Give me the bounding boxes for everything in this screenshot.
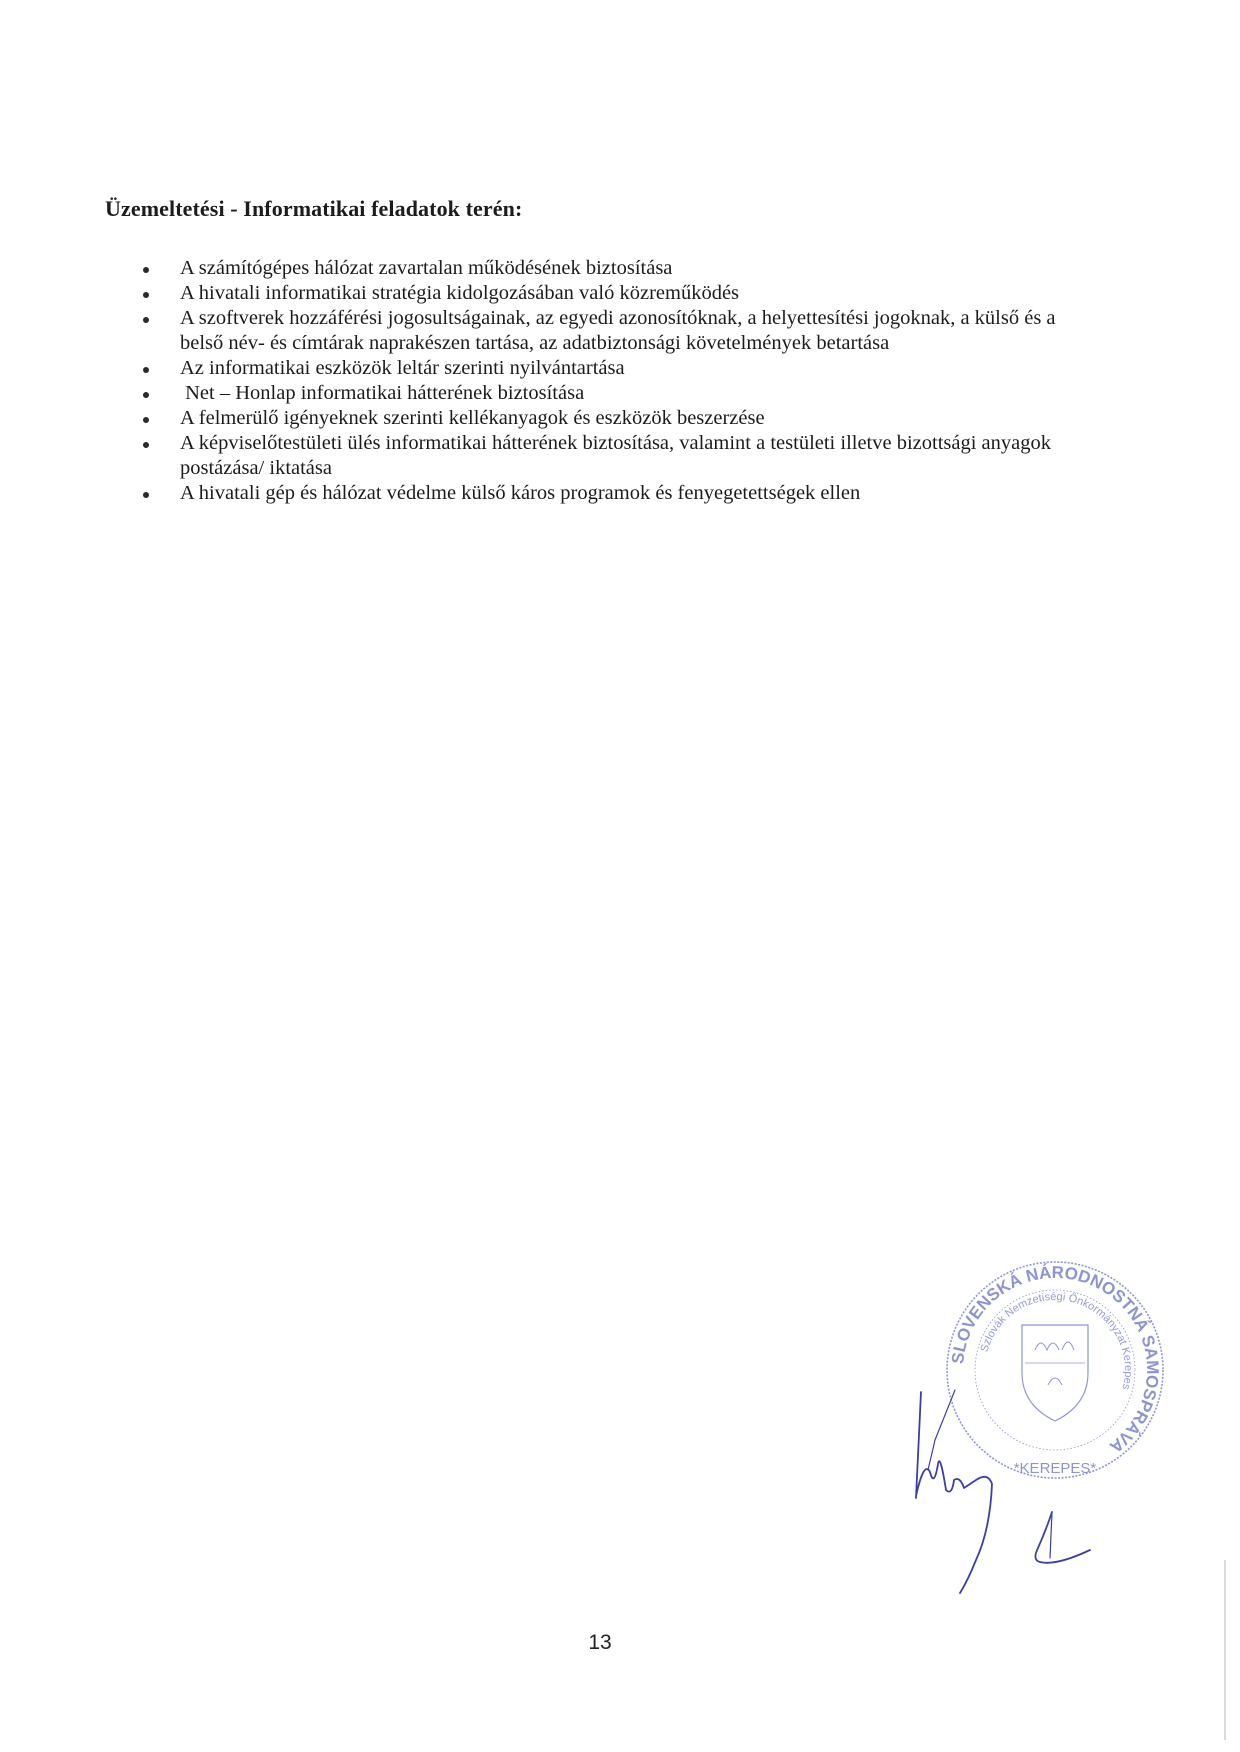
list-item-text: A hivatali gép és hálózat védelme külső káros programok és fenyegetettségek ellen: [180, 482, 861, 504]
stamp-bottom-text: *KEREPES*: [1013, 1460, 1097, 1477]
coat-of-arms-figures: [1035, 1342, 1074, 1385]
list-item: [140, 481, 1080, 506]
list-item: [140, 356, 1080, 381]
list-item-text: A szoftverek hozzáférési jogosultságainak, az egyedi azonosítóknak, a helyettesítési jogoknak, a külső és a belső név- és címtárak naprakészen tartása, az adatbiztonsági követelmények betartása: [180, 307, 1056, 354]
stamp-outer-text: SLOVENSKÁ NÁRODNOSTNÁ SAMOSPRÁVA: [948, 1262, 1163, 1457]
list-item: [140, 306, 1080, 356]
bullet-icon: [143, 367, 149, 373]
list-item-text: A hivatali informatikai stratégia kidolgozásában való közreműködés: [180, 282, 740, 304]
bullet-icon: [143, 392, 149, 398]
signature-stroke-1: [916, 1392, 992, 1593]
page-edge: [1224, 1560, 1226, 1740]
stamp-inner-text: Szlovák Nemzetiségi Önkormányzat Kerepes: [978, 1290, 1135, 1391]
bullet-icon: [143, 292, 149, 298]
list-item: [140, 406, 1080, 431]
list-item-text: Az informatikai eszközök leltár szerinti nyilvántartása: [180, 357, 625, 379]
bullet-icon: [143, 442, 149, 448]
bullet-icon: [143, 267, 149, 273]
list-item: [140, 381, 1080, 406]
bullet-icon: [143, 417, 149, 423]
bullet-icon: [143, 492, 149, 498]
handwritten-signature: [880, 1380, 1180, 1640]
bullet-icon: [143, 317, 149, 323]
signature-stroke-2: [928, 1390, 955, 1470]
task-list: [140, 256, 1080, 506]
list-item: [140, 281, 1080, 306]
section-heading: Üzemeltetési - Informatikai feladatok terén:: [105, 196, 523, 221]
page-number: 13: [588, 1631, 612, 1654]
list-item-text: A felmerülő igényeknek szerinti kellékanyagok és eszközök beszerzése: [180, 407, 765, 429]
list-item-text: A számítógépes hálózat zavartalan működésének biztosítása: [180, 257, 673, 279]
list-item: [140, 256, 1080, 281]
list-item-text: A képviselőtestületi ülés informatikai hátterének biztosítása, valamint a testületi illetve bizottsági anyagok postázása/ iktatása: [180, 432, 1052, 479]
list-item: [140, 431, 1080, 481]
signature-stroke-3: [1035, 1512, 1090, 1563]
list-item-text: Net – Honlap informatikai hátterének biztosítása: [180, 382, 585, 404]
